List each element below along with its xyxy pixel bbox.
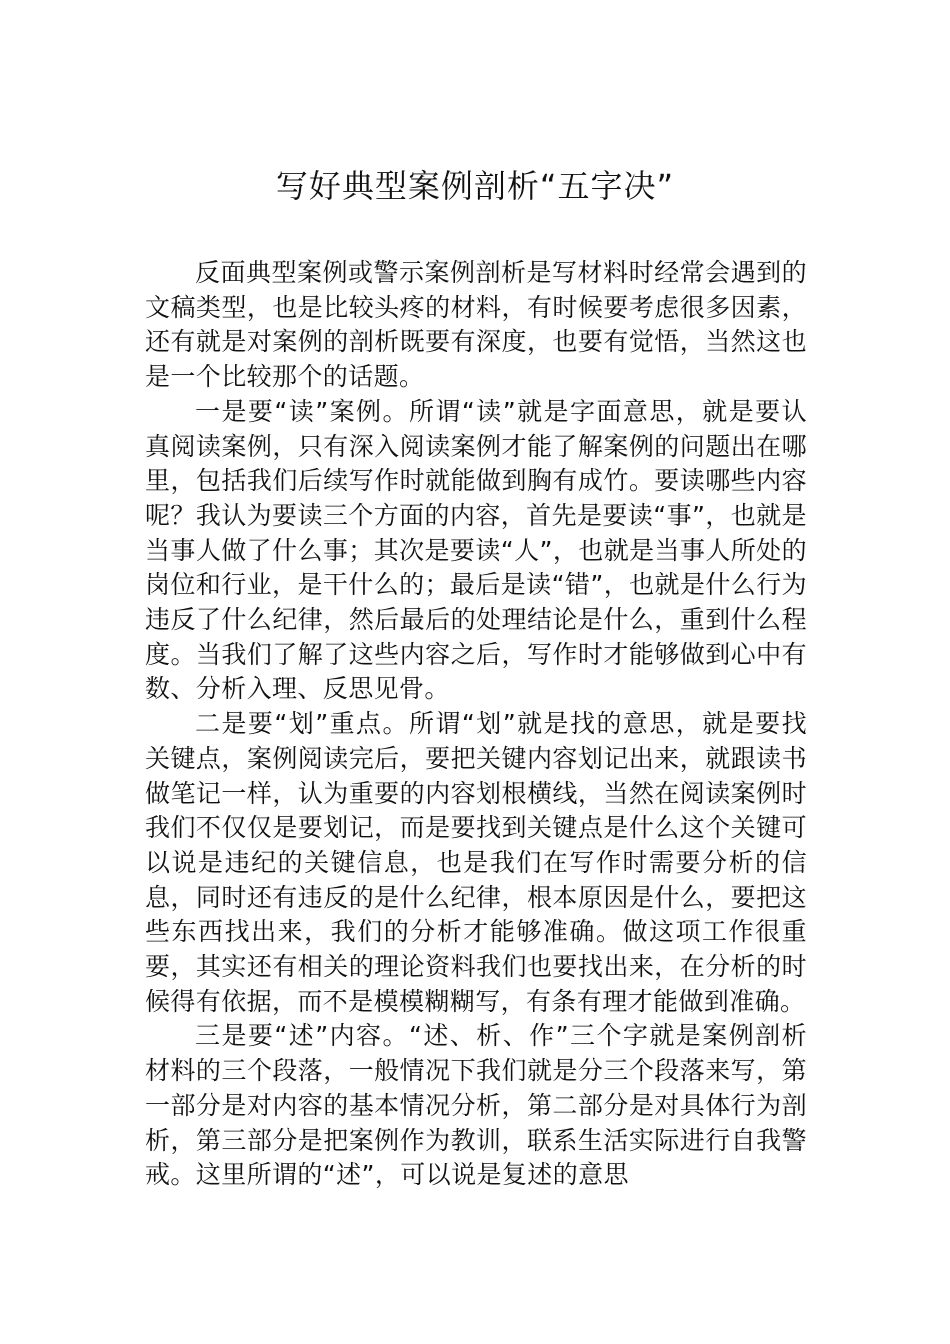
paragraph-mark: 二是要“划”重点。所谓“划”就是找的意思，就是要找关键点，案例阅读完后，要把关键内容划记出来，就跟读书做笔记一样，认为重要的内容划根横线，当然在阅读案例时我们不仅仅是要划记，而是要找到关键点是什么这个关键可以说是违纪的关键信息，也是我们在写作时需要分析的信息，同时还有违反的是什么纪律，根本原因是什么，要把这些东西找出来，我们的分析才能够准确。做这项工作很重要，其实还有相关的理论资料我们也要找出来，在分析的时候得有依据，而不是模模糊糊写，有条有理才能做到准确。 [145, 709, 807, 1016]
paragraph-read: 一是要“读”案例。所谓“读”就是字面意思，就是要认真阅读案例，只有深入阅读案例才能了解案例的问题出在哪里，包括我们后续写作时就能做到胸有成竹。要读哪些内容呢？我认为要读三个方面的内容，首先是要读“事”，也就是当事人做了什么事；其次是要读“人”，也就是当事人所处的岗位和行业，是干什么的；最后是读“错”，也就是什么行为违反了什么纪律，然后最后的处理结论是什么，重到什么程度。当我们了解了这些内容之后，写作时才能够做到心中有数、分析入理、反思见骨。 [145, 396, 807, 704]
document-body [145, 256, 807, 1193]
paragraph-intro: 反面典型案例或警示案例剖析是写材料时经常会遇到的文稿类型，也是比较头疼的材料，有时候要考虑很多因素，还有就是对案例的剖析既要有深度，也要有觉悟，当然这也是一个比较那个的话题。 [145, 258, 807, 392]
paragraph-describe: 三是要“述”内容。“述、析、作”三个字就是案例剖析材料的三个段落，一般情况下我们就是分三个段落来写，第一部分是对内容的基本情况分析，第二部分是对具体行为剖析，第三部分是把案例作为教训，联系生活实际进行自我警戒。这里所谓的“述”，可以说是复述的意思 [145, 1021, 807, 1190]
document-title: 写好典型案例剖析“五字决” [275, 167, 675, 205]
